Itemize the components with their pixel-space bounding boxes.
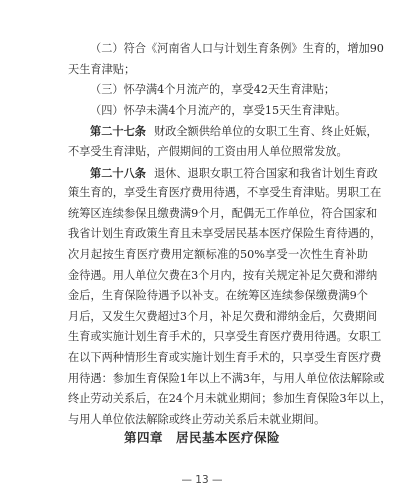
paragraph-line: 月后，又发生欠费超过3个月，补足欠费和滞纳金后，欠费期间 <box>68 309 378 323</box>
article-27-first-line <box>68 121 378 142</box>
paragraph-line: 生育或实施计划生育手术的，只享受生育医疗费用待遇。女职工 <box>68 330 382 344</box>
paragraph-line: 不享受生育津贴，产假期间的工资由用人单位照常发放。 <box>68 144 348 158</box>
paragraph-line: 次月起按生育医疗费用定额标准的50%享受一次性生育补助 <box>68 247 368 261</box>
paragraph-line: （四）怀孕未满4个月流产的，享受15天生育津贴。 <box>90 103 347 117</box>
paragraph-line: 策生育的，享受生育医疗费用待遇，不享受生育津贴。男职工在 <box>68 186 382 200</box>
article-28-text: 退休、退职女职工符合国家和我省计划生育政 <box>153 166 378 180</box>
article-28-label: 第二十八条 <box>90 165 146 180</box>
paragraph-line: 金后，生育保险待遇予以补支。在统筹区连续参保缴费满9个 <box>68 289 368 303</box>
page-number: — 13 — <box>181 474 223 486</box>
paragraph-line: 在以下两种情形生育或实施计划生育手术的，只享受生育医疗费 <box>68 350 382 364</box>
paragraph-line: 统筹区连续参保且缴费满9个月，配偶无工作单位，符合国家和 <box>68 206 378 220</box>
paragraph-line: 用待遇：参加生育保险1年以上不满3年，与用人单位依法解除或 <box>68 371 385 385</box>
paragraph-line: 天生育津贴； <box>68 62 136 76</box>
paragraph-line: 金待遇。用人单位欠费在3个月内，按有关规定补足欠费和滞纳 <box>68 268 378 282</box>
paragraph-line: （三）怀孕满4个月流产的，享受42天生育津贴； <box>90 83 336 97</box>
paragraph-line: （二）符合《河南省人口与计划生育条例》生育的，增加90 <box>90 42 384 55</box>
paragraph-line: 终止劳动关系后，在24个月未就业期间；参加生育保险3年以上， <box>68 392 392 406</box>
chapter-heading: 第四章 居民基本医疗保险 <box>123 430 280 445</box>
body-text <box>68 39 392 430</box>
article-27-label: 第二十七条 <box>90 124 146 139</box>
paragraph-line: 我省计划生育政策生育且未享受居民基本医疗保险生育待遇的， <box>68 227 382 241</box>
paragraph-line: 与用人单位依法解除或终止劳动关系后未就业期间。 <box>68 412 326 426</box>
article-27-text: 财政全额供给单位的女职工生育、终止妊娠， <box>153 125 378 139</box>
article-28-first-line <box>68 163 378 184</box>
